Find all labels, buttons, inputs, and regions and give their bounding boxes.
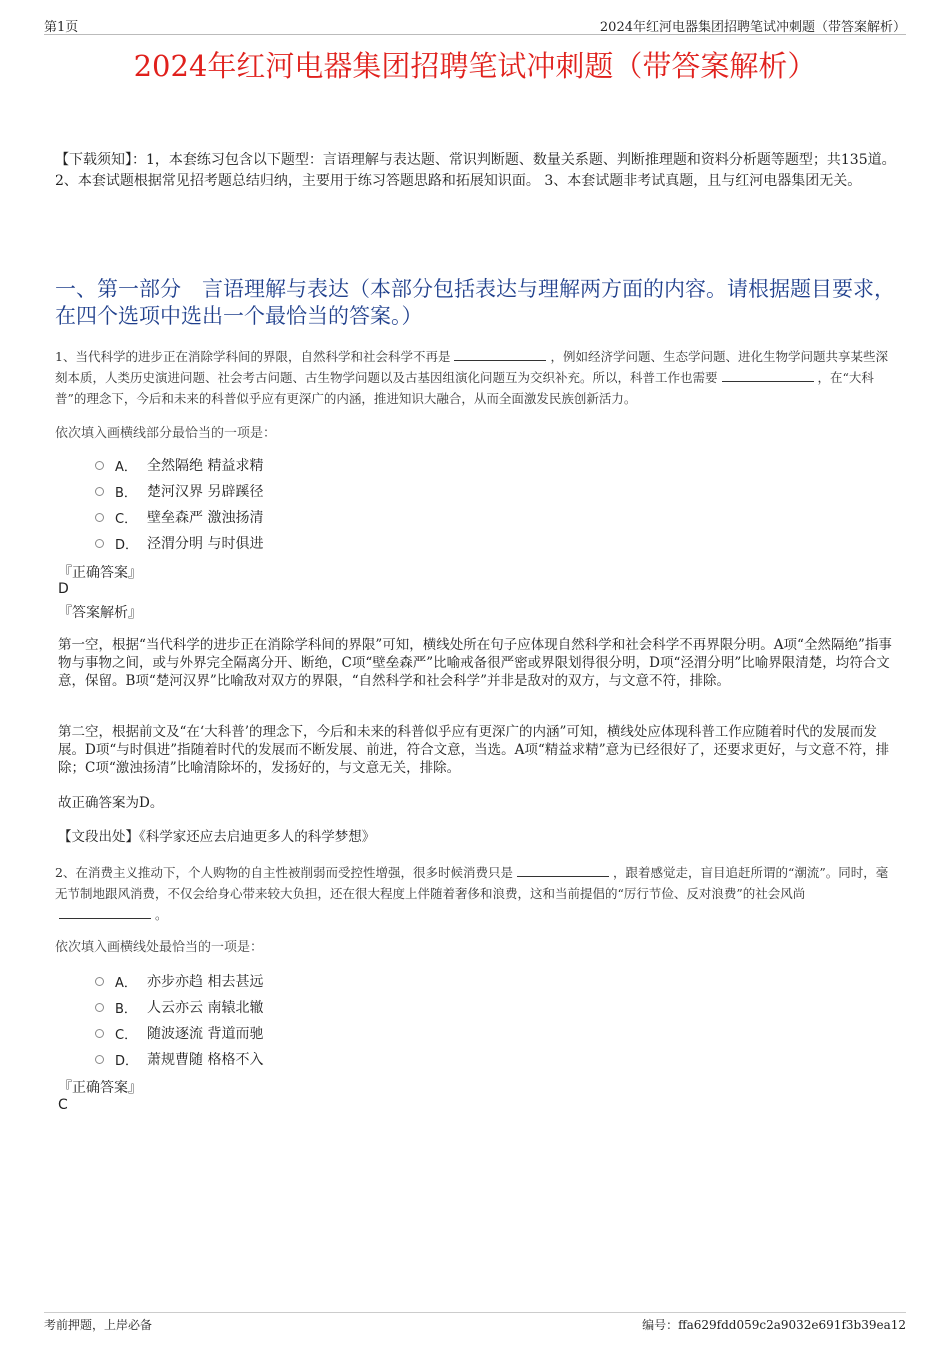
radio-icon[interactable] — [95, 1003, 104, 1012]
radio-icon[interactable] — [95, 461, 104, 470]
page-number: 第1页 — [44, 20, 79, 35]
option-d[interactable]: D． 泾渭分明 与时俱进 — [95, 530, 263, 556]
document-title: 2024年红河电器集团招聘笔试冲刺题（带答案解析） — [133, 49, 817, 83]
question-1-options — [95, 452, 263, 556]
radio-icon[interactable] — [95, 1029, 104, 1038]
header-doc-title: 2024年红河电器集团招聘笔试冲刺题（带答案解析） — [599, 20, 906, 35]
correct-answer-label: 『正确答案』 — [58, 565, 142, 581]
radio-icon[interactable] — [95, 1055, 104, 1064]
source-citation: 【文段出处】《科学家还应去启迪更多人的科学梦想》 — [58, 829, 376, 845]
analysis-paragraph-1: 第一空，根据“当代科学的进步正在消除学科间的界限”可知，横线处所在句子应体现自然科学和社会科学不再界限分明。A项“全然隔绝”指事物与事物之间，或与外界完全隔离分开、断绝，C项“壁垒森严”比喻戒备很严密或界限划得很分明，D项“泾渭分明”比喻界限清楚，均符合文意，保留。B项“楚河汉界”比喻敌对双方的界限，“自然科学和社会科学”并非是敌对的双方，与文意不符，排除。 — [58, 637, 892, 689]
question-2-prompt: 依次填入画横线处最恰当的一项是： — [55, 940, 264, 955]
option-a[interactable]: A． 亦步亦趋 相去甚远 — [95, 968, 263, 994]
correct-answer: D — [58, 581, 69, 597]
correct-answer-label: 『正确答案』 — [58, 1080, 142, 1096]
blank-2 — [722, 369, 814, 382]
option-c[interactable]: C． 壁垒森严 激浊扬清 — [95, 504, 263, 530]
option-d[interactable]: D． 萧规曹随 格格不入 — [95, 1046, 263, 1072]
radio-icon[interactable] — [95, 539, 104, 548]
radio-icon[interactable] — [95, 487, 104, 496]
question-1-prompt: 依次填入画横线部分最恰当的一项是： — [55, 426, 277, 441]
blank-2 — [59, 906, 151, 919]
document-id: 编号：ffa629fdd059c2a9032e691f3b39ea12 — [642, 1318, 906, 1332]
option-b[interactable]: B． 楚河汉界 另辟蹊径 — [95, 478, 263, 504]
page-footer — [44, 1312, 906, 1332]
question-1-text: 1、当代科学的进步正在消除学科间的界限，自然科学和社会科学不再是 ，例如经济学问题、生态学问题、进化生物学问题共享某些深刻本质，人类历史演进问题、社会考古问题、古生物学问题以及古基因组演化问题互为交织补充。所以，科普工作也需要 ，在“大科普”的理念下，今后和未来的科普似乎应有更深广的内涵，推进知识大融合，从而全面激发民族创新活力。 — [55, 349, 888, 406]
option-a[interactable]: A． 全然隔绝 精益求精 — [95, 452, 263, 478]
section-heading: 一、第一部分 言语理解与表达（本部分包括表达与理解两方面的内容。请根据题目要求，在四个选项中选出一个最恰当的答案。） — [55, 277, 895, 328]
option-b[interactable]: B． 人云亦云 南辕北辙 — [95, 994, 263, 1020]
radio-icon[interactable] — [95, 977, 104, 986]
analysis-paragraph-2: 第二空，根据前文及“在‘大科普’的理念下，今后和未来的科普似乎应有更深广的内涵”可知，横线处应体现科普工作应随着时代的发展而发展。D项“与时俱进”指随着时代的发展而不断发展、前进，符合文意，当选。A项“精益求精”意为已经很好了，还要求更好，与文意不符，排除；C项“激浊扬清”比喻清除坏的，发扬好的，与文意无关，排除。 — [58, 724, 890, 776]
footer-slogan: 考前押题，上岸必备 — [44, 1318, 153, 1332]
question-2-text: 2、在消费主义推动下，个人购物的自主性被削弱而受控性增强，很多时候消费只是 ，跟着感觉走，盲目追赶所谓的“潮流”。同时，毫无节制地跟风消费，不仅会给身心带来较大负担，还在很大程度上伴随着奢侈和浪费，这和当前提倡的“厉行节俭、反对浪费”的社会风尚。 — [55, 865, 889, 922]
analysis-conclusion: 故正确答案为D。 — [58, 795, 164, 811]
blank-1 — [454, 348, 546, 361]
analysis-label: 『答案解析』 — [58, 605, 142, 621]
question-2-options — [95, 968, 263, 1072]
option-c[interactable]: C． 随波逐流 背道而驰 — [95, 1020, 263, 1046]
correct-answer: C — [58, 1097, 68, 1113]
page-header — [44, 14, 906, 35]
radio-icon[interactable] — [95, 513, 104, 522]
download-notice: 【下载须知】：1，本套练习包含以下题型：言语理解与表达题、常识判断题、数量关系题、判断推理题和资料分析题等题型；共135道。 2、本套试题根据常见招考题总结归纳，主要用于练习答题思路和拓展知识面。 3、本套试题非考试真题，且与红河电器集团无关。 — [55, 152, 896, 189]
blank-1 — [517, 864, 609, 877]
